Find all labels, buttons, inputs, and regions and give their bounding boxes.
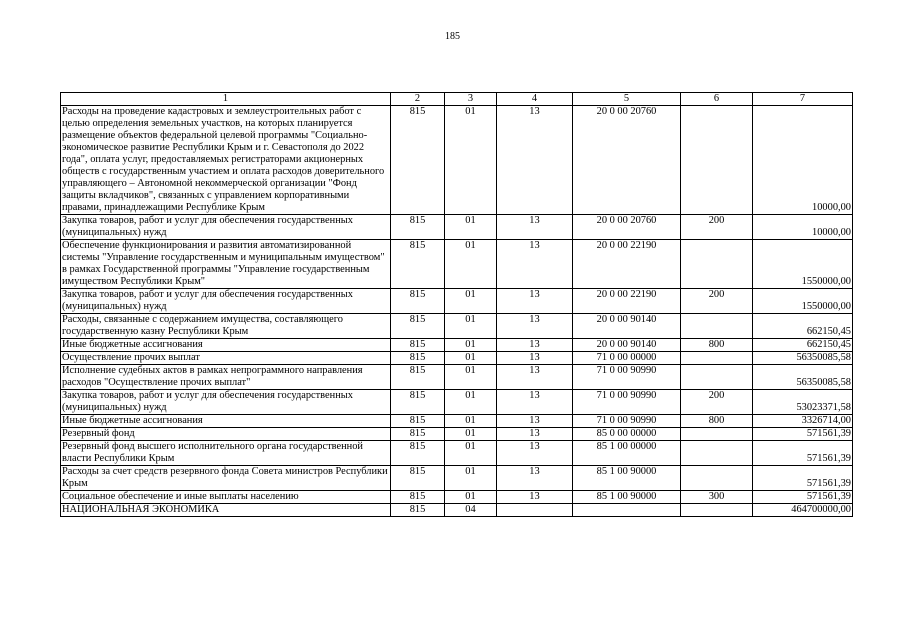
section-code-cell: 01 — [445, 491, 497, 504]
expense-name-cell: Исполнение судебных актов в рамках непрограммного направления расходов "Осуществление прочих выплат" — [61, 365, 391, 390]
table-row — [61, 466, 853, 491]
ministry-code-cell: 815 — [391, 240, 445, 289]
subsection-code-cell: 13 — [497, 289, 573, 314]
amount-cell: 571561,39 — [753, 428, 853, 441]
table-row — [61, 415, 853, 428]
section-code-cell: 01 — [445, 215, 497, 240]
amount-cell: 662150,45 — [753, 314, 853, 339]
subsection-code-cell: 13 — [497, 339, 573, 352]
table-row — [61, 504, 853, 517]
expense-name-cell: Осуществление прочих выплат — [61, 352, 391, 365]
target-article-cell: 20 0 00 90140 — [573, 339, 681, 352]
subsection-code-cell: 13 — [497, 428, 573, 441]
target-article-cell: 20 0 00 22190 — [573, 240, 681, 289]
subsection-code-cell: 13 — [497, 415, 573, 428]
subsection-code-cell: 13 — [497, 491, 573, 504]
target-article-cell: 20 0 00 20760 — [573, 106, 681, 215]
section-code-cell: 01 — [445, 240, 497, 289]
section-code-cell: 04 — [445, 504, 497, 517]
ministry-code-cell: 815 — [391, 352, 445, 365]
amount-cell: 10000,00 — [753, 106, 853, 215]
expense-name-cell: Закупка товаров, работ и услуг для обеспечения государственных (муниципальных) нужд — [61, 215, 391, 240]
amount-cell: 571561,39 — [753, 466, 853, 491]
table-row — [61, 240, 853, 289]
section-code-cell: 01 — [445, 390, 497, 415]
table-row — [61, 314, 853, 339]
expense-name-cell: Расходы на проведение кадастровых и землеустроительных работ с целью определения земельных участков, на которых планируется размещение объектов федеральной целевой программы "Социально-экономическое развитие Республики Крым и г. Севастополя до 2022 года", оплата услуг, предоставляемых регистраторами акционерных обществ с государственным участием и оплата расходов доверительного управляющего – Автономной некоммерческой организации "Фонд защиты вкладчиков", связанных с управлением корпоративными правами, принадлежащими Республике Крым — [61, 106, 391, 215]
ministry-code-cell: 815 — [391, 415, 445, 428]
expense-type-cell — [681, 428, 753, 441]
amount-cell: 1550000,00 — [753, 240, 853, 289]
subsection-code-cell: 13 — [497, 390, 573, 415]
expense-type-cell: 200 — [681, 215, 753, 240]
table-row — [61, 339, 853, 352]
section-code-cell: 01 — [445, 314, 497, 339]
expense-type-cell — [681, 314, 753, 339]
expense-type-cell — [681, 352, 753, 365]
expense-type-cell — [681, 365, 753, 390]
column-header: 6 — [681, 93, 753, 106]
table-header-row — [61, 93, 853, 106]
subsection-code-cell: 13 — [497, 466, 573, 491]
expense-name-cell: Резервный фонд — [61, 428, 391, 441]
section-code-cell: 01 — [445, 415, 497, 428]
ministry-code-cell: 815 — [391, 314, 445, 339]
section-code-cell: 01 — [445, 289, 497, 314]
expense-type-cell: 200 — [681, 289, 753, 314]
column-header: 1 — [61, 93, 391, 106]
subsection-code-cell: 13 — [497, 314, 573, 339]
table-row — [61, 491, 853, 504]
page-number: 185 — [445, 31, 460, 42]
target-article-cell: 20 0 00 22190 — [573, 289, 681, 314]
amount-cell: 56350085,58 — [753, 352, 853, 365]
section-code-cell: 01 — [445, 106, 497, 215]
ministry-code-cell: 815 — [391, 215, 445, 240]
ministry-code-cell: 815 — [391, 504, 445, 517]
section-code-cell: 01 — [445, 441, 497, 466]
expense-type-cell: 300 — [681, 491, 753, 504]
column-header: 3 — [445, 93, 497, 106]
table-row — [61, 365, 853, 390]
subsection-code-cell: 13 — [497, 352, 573, 365]
expense-name-cell: Иные бюджетные ассигнования — [61, 415, 391, 428]
amount-cell: 571561,39 — [753, 491, 853, 504]
expense-name-cell: Расходы, связанные с содержанием имущества, составляющего государственную казну Республики Крым — [61, 314, 391, 339]
expense-name-cell: Социальное обеспечение и иные выплаты населению — [61, 491, 391, 504]
ministry-code-cell: 815 — [391, 106, 445, 215]
table-row — [61, 106, 853, 215]
expense-name-cell: Расходы за счет средств резервного фонда Совета министров Республики Крым — [61, 466, 391, 491]
target-article-cell: 20 0 00 90140 — [573, 314, 681, 339]
table-row — [61, 441, 853, 466]
amount-cell: 10000,00 — [753, 215, 853, 240]
section-code-cell: 01 — [445, 428, 497, 441]
expense-name-cell: Закупка товаров, работ и услуг для обеспечения государственных (муниципальных) нужд — [61, 390, 391, 415]
target-article-cell: 20 0 00 20760 — [573, 215, 681, 240]
expense-type-cell — [681, 504, 753, 517]
table-row — [61, 215, 853, 240]
amount-cell: 571561,39 — [753, 441, 853, 466]
subsection-code-cell: 13 — [497, 240, 573, 289]
section-code-cell: 01 — [445, 352, 497, 365]
budget-table — [60, 92, 853, 517]
expense-type-cell — [681, 441, 753, 466]
target-article-cell: 71 0 00 90990 — [573, 415, 681, 428]
expense-type-cell — [681, 106, 753, 215]
target-article-cell: 85 1 00 90000 — [573, 466, 681, 491]
target-article-cell: 85 1 00 00000 — [573, 441, 681, 466]
ministry-code-cell: 815 — [391, 390, 445, 415]
expense-name-cell: НАЦИОНАЛЬНАЯ ЭКОНОМИКА — [61, 504, 391, 517]
target-article-cell: 71 0 00 90990 — [573, 365, 681, 390]
subsection-code-cell: 13 — [497, 215, 573, 240]
expense-type-cell — [681, 466, 753, 491]
target-article-cell: 71 0 00 00000 — [573, 352, 681, 365]
expense-type-cell: 800 — [681, 339, 753, 352]
expense-name-cell: Обеспечение функционирования и развития автоматизированной системы "Управление государственным и муниципальным имуществом" в рамках Государственной программы "Управление государственным имуществом Республики Крым" — [61, 240, 391, 289]
column-header: 2 — [391, 93, 445, 106]
expense-name-cell: Иные бюджетные ассигнования — [61, 339, 391, 352]
ministry-code-cell: 815 — [391, 365, 445, 390]
table-row — [61, 289, 853, 314]
ministry-code-cell: 815 — [391, 339, 445, 352]
target-article-cell: 85 0 00 00000 — [573, 428, 681, 441]
amount-cell: 1550000,00 — [753, 289, 853, 314]
target-article-cell: 71 0 00 90990 — [573, 390, 681, 415]
subsection-code-cell: 13 — [497, 365, 573, 390]
target-article-cell — [573, 504, 681, 517]
target-article-cell: 85 1 00 90000 — [573, 491, 681, 504]
ministry-code-cell: 815 — [391, 491, 445, 504]
ministry-code-cell: 815 — [391, 428, 445, 441]
ministry-code-cell: 815 — [391, 466, 445, 491]
table-row — [61, 352, 853, 365]
amount-cell: 56350085,58 — [753, 365, 853, 390]
expense-type-cell — [681, 240, 753, 289]
subsection-code-cell: 13 — [497, 106, 573, 215]
amount-cell: 3326714,00 — [753, 415, 853, 428]
amount-cell: 662150,45 — [753, 339, 853, 352]
table-row — [61, 428, 853, 441]
column-header: 7 — [753, 93, 853, 106]
table-row — [61, 390, 853, 415]
ministry-code-cell: 815 — [391, 289, 445, 314]
section-code-cell: 01 — [445, 365, 497, 390]
column-header: 4 — [497, 93, 573, 106]
amount-cell: 464700000,00 — [753, 504, 853, 517]
expense-type-cell: 200 — [681, 390, 753, 415]
expense-name-cell: Резервный фонд высшего исполнительного органа государственной власти Республики Крым — [61, 441, 391, 466]
section-code-cell: 01 — [445, 466, 497, 491]
amount-cell: 53023371,58 — [753, 390, 853, 415]
expense-name-cell: Закупка товаров, работ и услуг для обеспечения государственных (муниципальных) нужд — [61, 289, 391, 314]
column-header: 5 — [573, 93, 681, 106]
section-code-cell: 01 — [445, 339, 497, 352]
subsection-code-cell — [497, 504, 573, 517]
expense-type-cell: 800 — [681, 415, 753, 428]
subsection-code-cell: 13 — [497, 441, 573, 466]
ministry-code-cell: 815 — [391, 441, 445, 466]
